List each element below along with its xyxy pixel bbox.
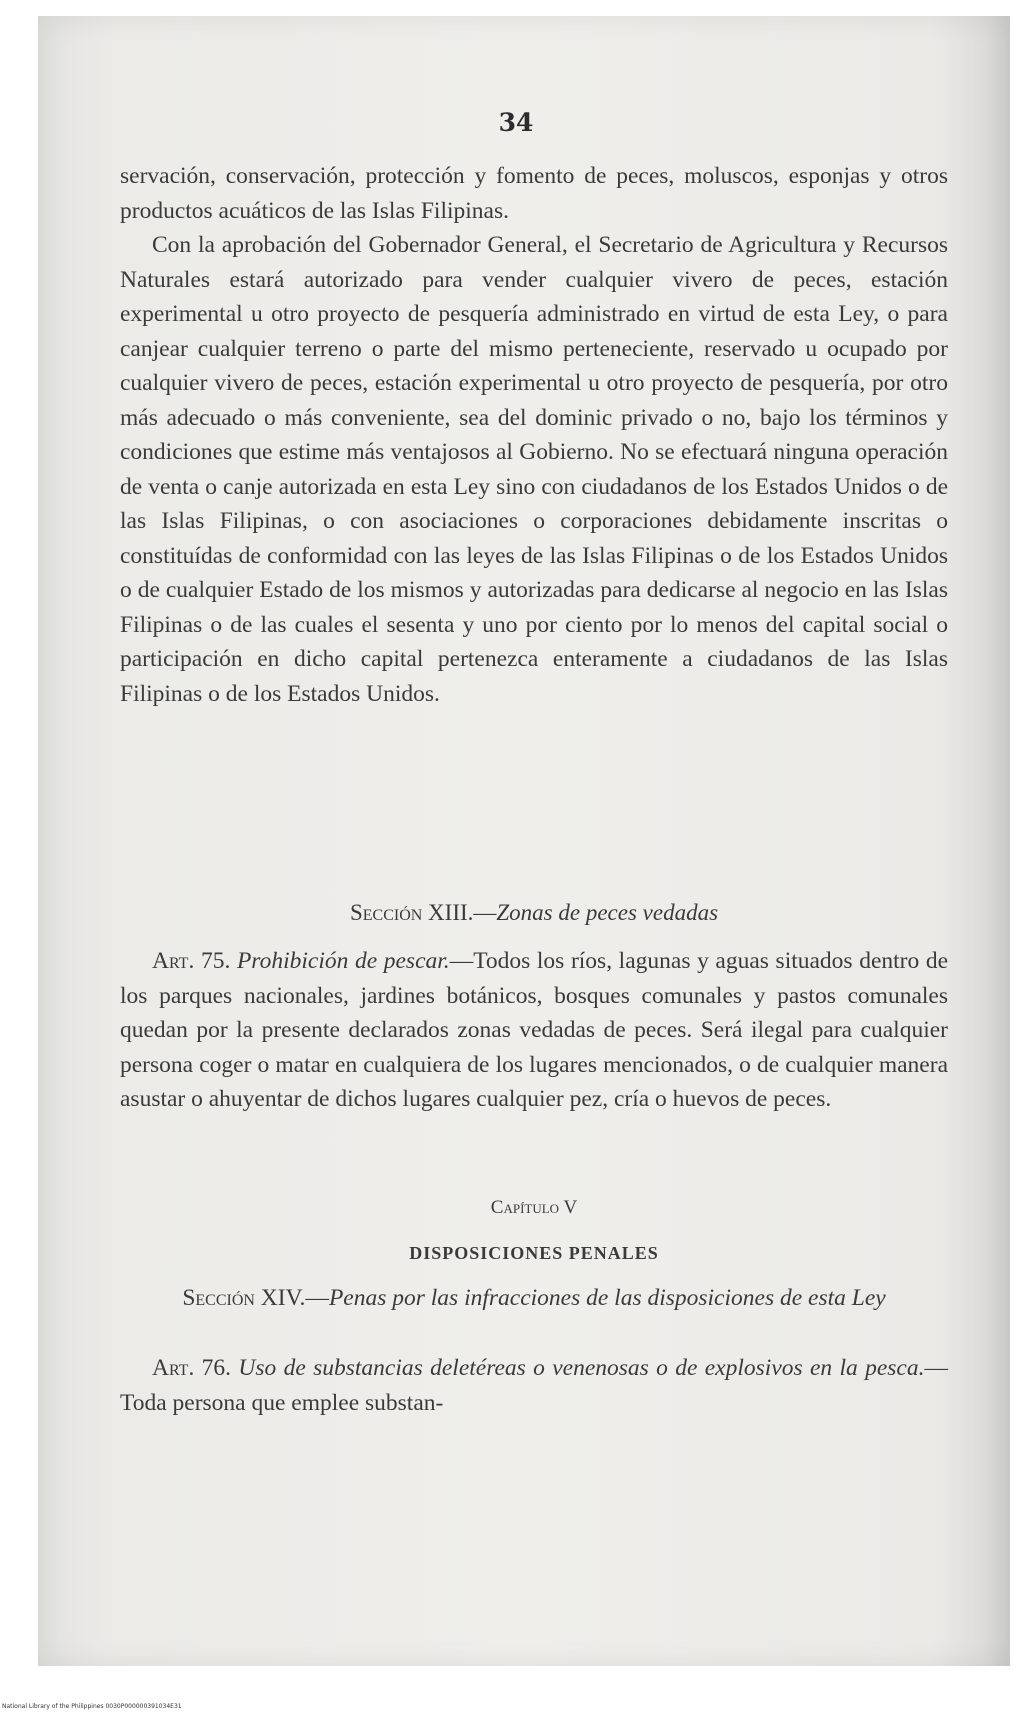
body-text-top	[120, 159, 948, 711]
art-75-label: Art. 75.	[152, 948, 231, 974]
art-75-text: —Todos los ríos, lagunas y aguas situados dentro de los parques nacionales, jardines botánicos, bosques comunales y pastos comunales quedan por la presente declarados zonas vedadas de peces. Será ilegal para cualquier persona coger o matar en cualquiera de los lugares mencionados, o de cualquier manera asustar o ahuyentar de dichos lugares cualquier pez, cría o huevos de peces.	[120, 948, 949, 1112]
section-xiii-label: Sección XIII.	[349, 900, 474, 925]
footer-caption: National Library of the Philippines 0030P000000391034E31	[2, 1703, 182, 1710]
art-76-label: Art. 76.	[152, 1355, 232, 1381]
section-xiii-heading	[120, 900, 948, 926]
paragraph-main: Con la aprobación del Gobernador General, el Secretario de Agricultura y Recursos Naturales estará autorizado para vender cualquier vivero de peces, estación experimental u otro proyecto de pesquería administrado en virtud de esta Ley, o para canjear cualquier terreno o parte del mismo perteneciente, reservado u ocupado por cualquier vivero de peces, estación experimental u otro proyecto de pesquería, por otro más adecuado o más conveniente, sea del dominic privado o no, bajo los términos y condiciones que estime más ventajosos al Gobierno. No se efectuará ninguna operación de venta o canje autorizada en esta Ley sino con ciudadanos de los Estados Unidos o de las Islas Filipinas, o con asociaciones o corporaciones debidamente inscritas o constituídas de conformidad con las leyes de las Islas Filipinas o de los Estados Unidos o de cualquier Estado de los mismos y autorizadas para dedicarse al negocio en las Islas Filipinas o de las cuales el sesenta y uno por ciento por lo menos del capital social o participación en dicho capital pertenezca enteramente a ciudadanos de las Islas Filipinas o de los Estados Unidos.	[120, 232, 948, 707]
section-xiv-label: Sección XIV.	[182, 1285, 306, 1311]
section-xiv-dash: —	[305, 1285, 329, 1311]
section-xiii-dash: —	[473, 900, 497, 925]
section-xiv-heading	[120, 1281, 948, 1316]
art-76-title: Uso de substancias deletéreas o venenosas o de explosivos en la pesca.	[238, 1355, 925, 1381]
paragraph-continuation: servación, conservación, protección y fomento de peces, moluscos, esponjas y otros productos acuáticos de las Islas Filipinas.	[120, 163, 948, 224]
chapter-label: Capítulo V	[490, 1197, 578, 1218]
section-xiv-title: Penas por las infracciones de las disposiciones de esta Ley	[328, 1285, 886, 1311]
art-76-text: —Toda persona que emplee substan-	[120, 1355, 948, 1416]
chapter-title: DISPOSICIONES PENALES	[409, 1243, 659, 1263]
section-xiii-title: Zonas de peces vedadas	[496, 900, 719, 925]
chapter-heading	[120, 1197, 948, 1219]
art-75-title: Prohibición de pescar.	[236, 948, 450, 974]
article-76	[120, 1351, 948, 1420]
page-number: 34	[498, 108, 534, 137]
article-75	[120, 944, 948, 1117]
